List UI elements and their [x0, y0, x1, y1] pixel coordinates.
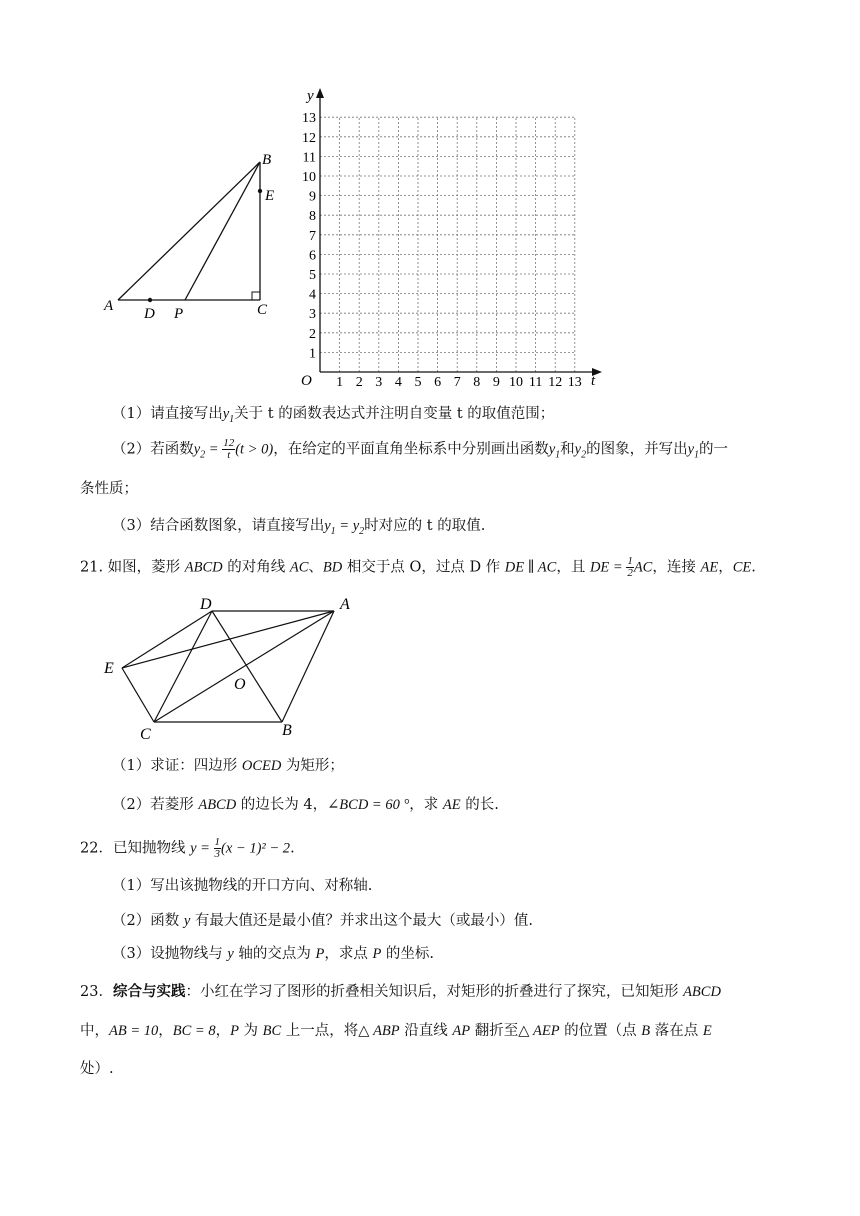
q21-part1: （1）求证：四边形 OCED 为矩形； [112, 758, 344, 774]
q22-stem: 22．已知抛物线 y = $\frac{1}{3}$ (x − 1)² − 2. [80, 836, 295, 860]
x-tick-label: 8 [473, 375, 481, 390]
label-C: C [257, 302, 268, 318]
y-tick-label: 1 [309, 346, 316, 362]
y-tick-label: 6 [309, 248, 316, 264]
rhombus-figure [96, 590, 376, 750]
q22-part1: （1）写出该抛物线的开口方向、对称轴. [112, 878, 373, 894]
x-tick-label: 2 [355, 375, 363, 390]
label-D: D [144, 306, 155, 322]
x-tick-label: 4 [394, 375, 402, 390]
q23-line2: 中，AB = 10，BC = 8，P 为 BC 上一点，将△ ABP 沿直线 AP 翻折至△ AEP 的位置（点 B 落在点 E [80, 1023, 712, 1039]
label-B: B [282, 722, 292, 739]
x-tick-label: 10 [509, 375, 523, 390]
x-tick-label: 12 [548, 375, 563, 390]
x-tick-label: 1 [336, 375, 344, 390]
x-tick-label: 3 [375, 375, 383, 390]
x-tick-label: 7 [453, 375, 461, 390]
y-tick-label: 4 [309, 287, 316, 303]
x-tick-label: 11 [528, 375, 543, 390]
q21-part2: （2）若菱形 ABCD 的边长为 4，∠BCD = 60 °，求 AE 的长. [112, 797, 499, 813]
x-tick-label: 6 [434, 375, 442, 390]
q20-part1: （1）请直接写出$y_1$关于 t 的函数表达式并注明自变量 t 的取值范围； [112, 406, 555, 425]
q21-stem: 21. 如图，菱形 ABCD 的对角线 AC、BD 相交于点 O，过点 D 作 DE ∥ AC，且 DE = $\frac{1}{2}$ AC，连接 AE，CE. [80, 555, 756, 579]
origin-label: O [301, 373, 312, 389]
x-tick-label: 5 [414, 375, 422, 390]
label-E: E [104, 660, 114, 677]
label-P: P [174, 306, 184, 322]
q23-title: 综合与实践 [112, 983, 186, 1000]
x-tick-label: 9 [492, 375, 500, 390]
label-C: C [140, 726, 151, 743]
y-tick-label: 10 [302, 170, 316, 185]
y-tick-label: 3 [309, 307, 316, 323]
label-A: A [104, 298, 114, 314]
q23-line3: 处）. [80, 1061, 114, 1077]
y-tick-label: 7 [309, 228, 316, 244]
label-A: A [340, 596, 350, 613]
x-axis-label: t [591, 373, 596, 389]
triangle-figure [100, 150, 290, 325]
y-tick-label: 9 [309, 189, 316, 205]
q20-part3: （3）结合函数图象，请直接写出$y_1 = y_2$时对应的 t 的取值. [112, 518, 486, 537]
label-B: B [262, 152, 272, 168]
label-E: E [265, 188, 275, 204]
y-tick-label: 11 [302, 150, 316, 166]
q20-part2-cont: 条性质； [80, 481, 138, 497]
label-D: D [200, 596, 212, 613]
x-tick-label: 13 [567, 375, 582, 390]
q22-part2: （2）函数 y 有最大值还是最小值？并求出这个最大（或最小）值. [112, 913, 533, 929]
q23-line1: 23．综合与实践：小红在学习了图形的折叠相关知识后，对矩形的折叠进行了探究，已知矩形 ABCD [80, 983, 721, 1000]
y-tick-label: 13 [302, 111, 316, 127]
label-O: O [234, 676, 246, 693]
coordinate-grid [290, 82, 610, 392]
y-tick-label: 5 [309, 268, 316, 283]
q20-part2: （2）若函数$y_2$ = $\frac{12}{t}$ (t > 0)，在给定的平面直角坐标系中分别画出函数$y_1$和$y_2$的图象，并写出$y_1$的一 [112, 437, 729, 461]
y-tick-label: 8 [309, 209, 316, 225]
y-tick-label: 12 [302, 130, 316, 146]
y-tick-label: 2 [309, 326, 316, 342]
q22-part3: （3）设抛物线与 y 轴的交点为 P，求点 P 的坐标. [112, 946, 435, 962]
y-axis-label: y [307, 88, 314, 104]
